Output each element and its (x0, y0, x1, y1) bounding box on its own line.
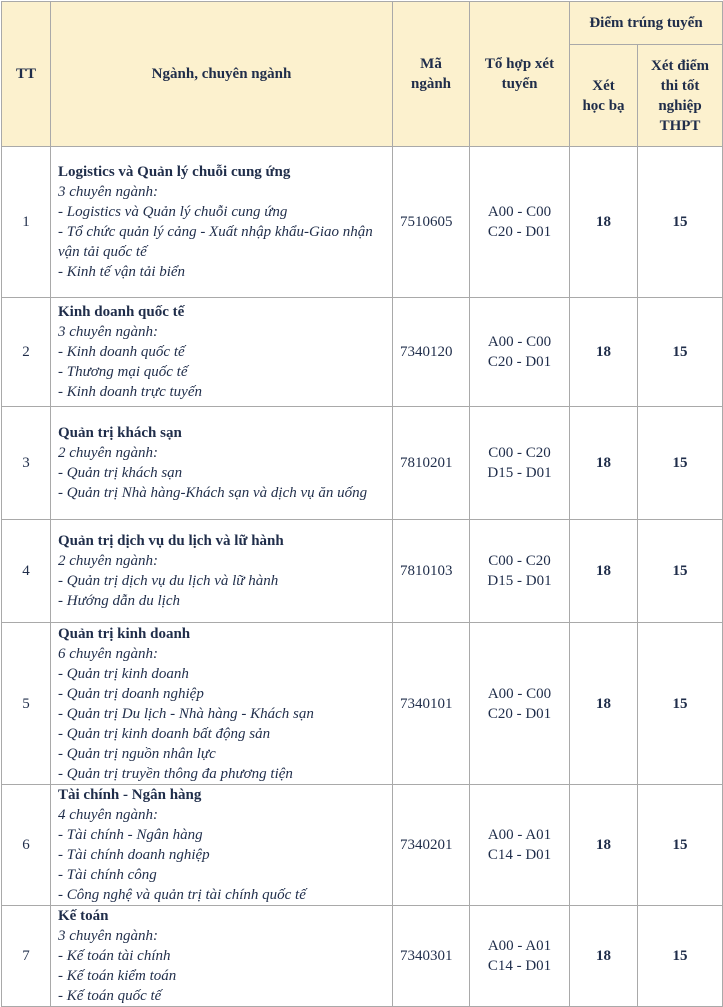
major-code: 7340120 (393, 298, 470, 407)
row-number: 3 (2, 407, 51, 520)
combo-line: D15 - D01 (487, 465, 552, 481)
specialization-count: 2 chuyên ngành: (58, 445, 158, 461)
major-code: 7510605 (393, 147, 470, 298)
combo-line: A00 - C00 (487, 204, 552, 220)
combo-line: D15 - D01 (487, 573, 552, 589)
major-cell (51, 785, 393, 906)
combo-line: C14 - D01 (487, 958, 552, 974)
exam-score: 15 (638, 785, 723, 906)
major-name: Kế toán (58, 908, 109, 924)
table-row (2, 298, 723, 407)
table-row (2, 520, 723, 623)
specialization-item: - Quản trị nguồn nhân lực (58, 745, 216, 762)
specialization-count: 6 chuyên ngành: (58, 645, 158, 662)
combo-line: C00 - C20 (488, 553, 551, 569)
major-code: 7340301 (393, 906, 470, 1007)
header-major: Ngành, chuyên ngành (51, 2, 393, 147)
specialization-item: - Kế toán tài chính (58, 948, 171, 964)
specialization-item: - Công nghệ và quản trị tài chính quốc tế (58, 887, 306, 903)
header-transcript: Xét học bạ (570, 45, 638, 147)
specialization-item: - Quản trị dịch vụ du lịch và lữ hành (58, 573, 279, 589)
major-code: 7340201 (393, 785, 470, 906)
admission-scores-table (1, 1, 723, 1007)
exam-score: 15 (638, 906, 723, 1007)
major-code: 7810103 (393, 520, 470, 623)
transcript-score: 18 (570, 298, 638, 407)
specialization-count: 4 chuyên ngành: (58, 807, 158, 823)
transcript-score: 18 (570, 147, 638, 298)
table-row (2, 623, 723, 785)
combo-line: C20 - D01 (487, 354, 552, 370)
subject-combination (470, 298, 570, 407)
combo-line: A00 - A01 (487, 827, 552, 843)
subject-combination (470, 520, 570, 623)
major-cell (51, 623, 393, 785)
exam-score: 15 (638, 520, 723, 623)
transcript-score: 18 (570, 785, 638, 906)
subject-combination (470, 147, 570, 298)
table-row (2, 147, 723, 298)
specialization-count: 3 chuyên ngành: (58, 184, 158, 200)
row-number: 4 (2, 520, 51, 623)
specialization-item: - Quản trị truyền thông đa phương tiện (58, 765, 293, 782)
specialization-item: - Tài chính công (58, 867, 157, 883)
transcript-score: 18 (570, 407, 638, 520)
specialization-count: 3 chuyên ngành: (58, 928, 158, 944)
specialization-item: - Kinh tế vận tải biển (58, 264, 186, 280)
specialization-item: - Quản trị kinh doanh bất động sản (58, 725, 271, 742)
row-number: 6 (2, 785, 51, 906)
specialization-item: - Quản trị khách sạn (58, 465, 183, 481)
transcript-score: 18 (570, 520, 638, 623)
major-name: Quản trị dịch vụ du lịch và lữ hành (58, 533, 284, 549)
specialization-item: - Hướng dẫn du lịch (58, 593, 181, 609)
subject-combination (470, 785, 570, 906)
header-score-group: Điểm trúng tuyển (570, 2, 723, 45)
exam-score: 15 (638, 407, 723, 520)
combo-line: C00 - C20 (488, 445, 551, 461)
table-body (2, 147, 723, 1007)
specialization-item: - Thương mại quốc tế (58, 364, 188, 380)
specialization-item: - Quản trị Du lịch - Nhà hàng - Khách sạn (58, 705, 314, 722)
major-code: 7810201 (393, 407, 470, 520)
specialization-item: - Logistics và Quản lý chuỗi cung ứng (58, 204, 288, 220)
row-number: 1 (2, 147, 51, 298)
major-code: 7340101 (393, 623, 470, 785)
table-row (2, 407, 723, 520)
transcript-score: 18 (570, 906, 638, 1007)
major-cell (51, 298, 393, 407)
row-number: 7 (2, 906, 51, 1007)
specialization-item: - Kinh doanh quốc tế (58, 344, 185, 360)
subject-combination (470, 906, 570, 1007)
combo-line: A00 - A01 (487, 938, 552, 954)
subject-combination (470, 407, 570, 520)
major-name: Logistics và Quản lý chuỗi cung ứng (58, 164, 291, 180)
major-cell (51, 407, 393, 520)
major-name: Tài chính - Ngân hàng (58, 787, 202, 803)
row-number: 5 (2, 623, 51, 785)
major-name: Kinh doanh quốc tế (58, 304, 185, 320)
table-row (2, 785, 723, 906)
combo-line: A00 - C00 (487, 334, 552, 350)
specialization-item: - Kế toán quốc tế (58, 988, 162, 1004)
major-cell (51, 147, 393, 298)
header-code: Mã ngành (393, 2, 470, 147)
table-row (2, 906, 723, 1007)
subject-combination (470, 623, 570, 785)
major-cell (51, 906, 393, 1007)
row-number: 2 (2, 298, 51, 407)
specialization-item: - Quản trị Nhà hàng-Khách sạn và dịch vụ ăn uống (58, 485, 368, 501)
combo-line: C20 - D01 (487, 224, 552, 240)
specialization-count: 2 chuyên ngành: (58, 553, 158, 569)
exam-score: 15 (638, 623, 723, 785)
major-name: Quản trị khách sạn (58, 425, 182, 441)
specialization-item: - Tổ chức quản lý cảng - Xuất nhập khẩu-Giao nhận vận tải quốc tế (58, 224, 373, 260)
specialization-item: - Quản trị kinh doanh (58, 665, 189, 682)
specialization-item: - Tài chính doanh nghiệp (58, 847, 210, 863)
header-exam: Xét điểm thi tốt nghiệp THPT (638, 45, 723, 147)
exam-score: 15 (638, 298, 723, 407)
exam-score: 15 (638, 147, 723, 298)
major-cell (51, 520, 393, 623)
specialization-item: - Kế toán kiểm toán (58, 968, 177, 984)
header-combo: Tổ hợp xét tuyển (470, 2, 570, 147)
transcript-score: 18 (570, 623, 638, 785)
specialization-item: - Quản trị doanh nghiệp (58, 685, 204, 702)
table-header (2, 2, 723, 147)
header-tt: TT (2, 2, 51, 147)
specialization-item: - Tài chính - Ngân hàng (58, 827, 203, 843)
specialization-item: - Kinh doanh trực tuyến (58, 384, 202, 400)
major-name: Quản trị kinh doanh (58, 625, 191, 642)
specialization-count: 3 chuyên ngành: (58, 324, 158, 340)
combo-line: C14 - D01 (487, 847, 552, 863)
combo-line: C20 - D01 (487, 705, 552, 722)
combo-line: A00 - C00 (487, 685, 552, 702)
